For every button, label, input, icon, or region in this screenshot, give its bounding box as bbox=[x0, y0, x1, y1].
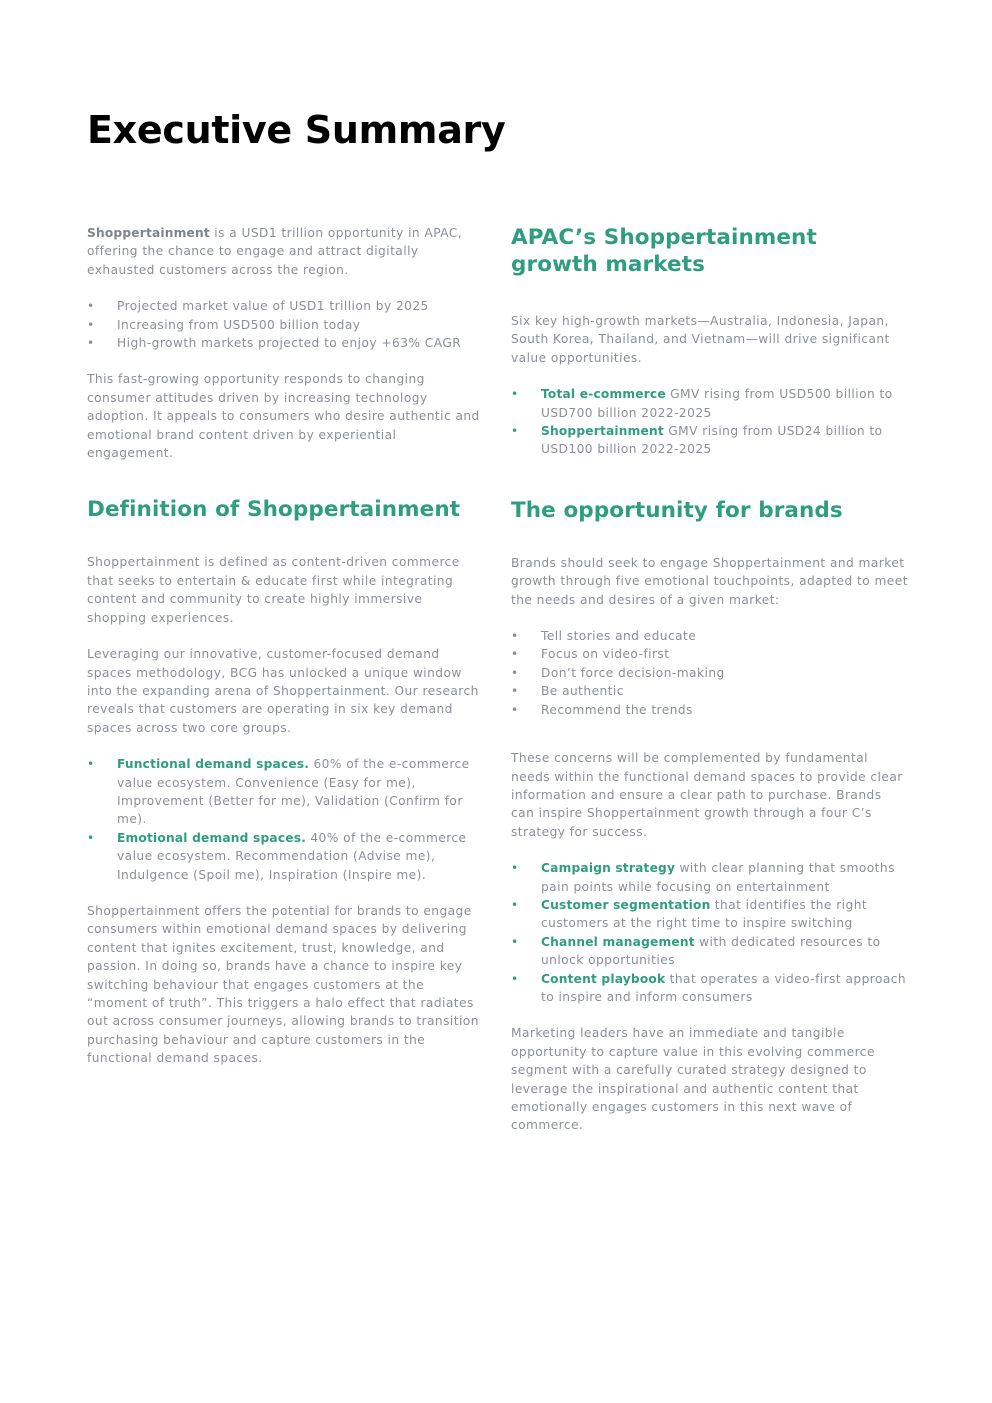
list-item: • Recommend the trends bbox=[511, 701, 909, 719]
growth-opportunity-paragraph: This fast-growing opportunity responds to changing consumer attitudes driven by increasing technology adoption. It appeals to consumers who desire authentic and emotional brand content driven by experiential engagement. bbox=[87, 372, 480, 461]
bullet-icon: • bbox=[87, 336, 95, 351]
list-item: • Customer segmentation that identifies the right customers at the right time to inspire switching bbox=[511, 897, 868, 931]
list-item: • Be authentic bbox=[511, 682, 909, 700]
list-item: • Projected market value of USD1 trillion by 2025 bbox=[87, 297, 485, 315]
closing-paragraph: Marketing leaders have an immediate and tangible opportunity to capture value in this evolving commerce segment with a carefully curated strategy designed to leverage the inspirational and authentic content that emotionally engages customers in this next wave of commerce. bbox=[511, 1026, 875, 1133]
intro-text: is a USD1 trillion opportunity in APAC, offering the chance to engage and attract digitally exhausted customers across the region. bbox=[87, 226, 463, 277]
bullet-icon: • bbox=[511, 665, 519, 680]
bullet-icon: • bbox=[511, 629, 519, 644]
bullet-icon: • bbox=[87, 757, 95, 772]
bullet-icon: • bbox=[87, 830, 95, 845]
list-item: • High-growth markets projected to enjoy +63% CAGR bbox=[87, 334, 485, 352]
bullet-icon: • bbox=[511, 861, 519, 876]
right-column bbox=[511, 224, 909, 1135]
growth-markets-heading: APAC’s Shoppertainment growth markets bbox=[511, 225, 817, 277]
market-value-list bbox=[87, 297, 485, 352]
list-item: • Channel management with dedicated resources to unlock opportunities bbox=[511, 934, 881, 968]
intro-bold-term: Shoppertainment bbox=[87, 226, 210, 240]
bullet-icon: • bbox=[511, 647, 519, 662]
demand-spaces-list bbox=[87, 755, 485, 884]
definition-heading: Definition of Shoppertainment bbox=[87, 497, 461, 523]
definition-paragraph: Shoppertainment is defined as content-driven commerce that seeks to entertain & educate first while integrating content and community to create highly immersive shopping experiences. bbox=[87, 555, 460, 625]
bullet-icon: • bbox=[511, 424, 519, 439]
list-item: • Emotional demand spaces. 40% of the e-commerce value ecosystem. Recommendation (Advise me), Indulgence (Spoil me), Inspiration (Inspire me). bbox=[87, 830, 467, 882]
intro-paragraph bbox=[87, 224, 485, 279]
touchpoints-intro-paragraph: Brands should seek to engage Shoppertainment and market growth through five emotional touchpoints, adapted to meet the needs and desires of a given market: bbox=[511, 555, 908, 607]
bullet-icon: • bbox=[511, 684, 519, 699]
list-item: • Shoppertainment GMV rising from USD24 billion to USD100 billion 2022-2025 bbox=[511, 424, 883, 457]
gmv-list bbox=[511, 385, 909, 459]
growth-markets-paragraph: Six key high-growth markets—Australia, Indonesia, Japan, South Korea, Thailand, and Vietnam—will drive significant value opportunities. bbox=[511, 314, 890, 365]
bullet-icon: • bbox=[511, 897, 519, 912]
list-item: • Focus on video-first bbox=[511, 645, 909, 663]
list-item: • Total e-commerce GMV rising from USD500 billion to USD700 billion 2022-2025 bbox=[511, 387, 893, 420]
left-column bbox=[87, 224, 485, 1068]
bullet-icon: • bbox=[511, 387, 519, 402]
four-cs-list bbox=[511, 859, 909, 1006]
methodology-paragraph: Leveraging our innovative, customer-focused demand spaces methodology, BCG has unlocked a unique window into the expanding arena of Shoppertainment. Our research reveals that customers are operating in six key demand spaces across two core groups. bbox=[87, 647, 479, 735]
list-item: • Functional demand spaces. 60% of the e-commerce value ecosystem. Convenience (Easy for me), Improvement (Better for me), Validation (Confirm for me). bbox=[87, 757, 470, 827]
list-item: • Campaign strategy with clear planning that smooths pain points while focusing on entertainment bbox=[511, 861, 895, 894]
page-title: Executive Summary bbox=[87, 108, 506, 152]
list-item: • Content playbook that operates a video-first approach to inspire and inform consumers bbox=[511, 971, 907, 1004]
touchpoints-list bbox=[511, 627, 909, 719]
list-item: • Tell stories and educate bbox=[511, 627, 909, 645]
bullet-icon: • bbox=[511, 934, 519, 949]
list-item: • Increasing from USD500 billion today bbox=[87, 316, 485, 334]
four-cs-intro-paragraph: These concerns will be complemented by fundamental needs within the functional demand spaces to provide clear information and ensure a clear path to purchase. Brands can inspire Shoppertainment growth through a four C’s strategy for success. bbox=[511, 751, 903, 839]
bullet-icon: • bbox=[511, 971, 519, 986]
opportunity-heading: The opportunity for brands bbox=[511, 497, 843, 523]
list-item: • Don’t force decision-making bbox=[511, 664, 909, 682]
emotional-spaces-paragraph: Shoppertainment offers the potential for brands to engage consumers within emotional demand spaces by delivering content that ignites excitement, trust, knowledge, and passion. In doing so, brands have a chance to inspire key switching behaviour that engages customers at the “moment of truth”. This triggers a halo effect that radiates out across consumer journeys, allowing brands to transition purchasing behaviour and capture customers in the functional demand spaces. bbox=[87, 903, 479, 1066]
bullet-icon: • bbox=[87, 317, 95, 332]
bullet-icon: • bbox=[511, 702, 519, 717]
bullet-icon: • bbox=[87, 299, 95, 314]
